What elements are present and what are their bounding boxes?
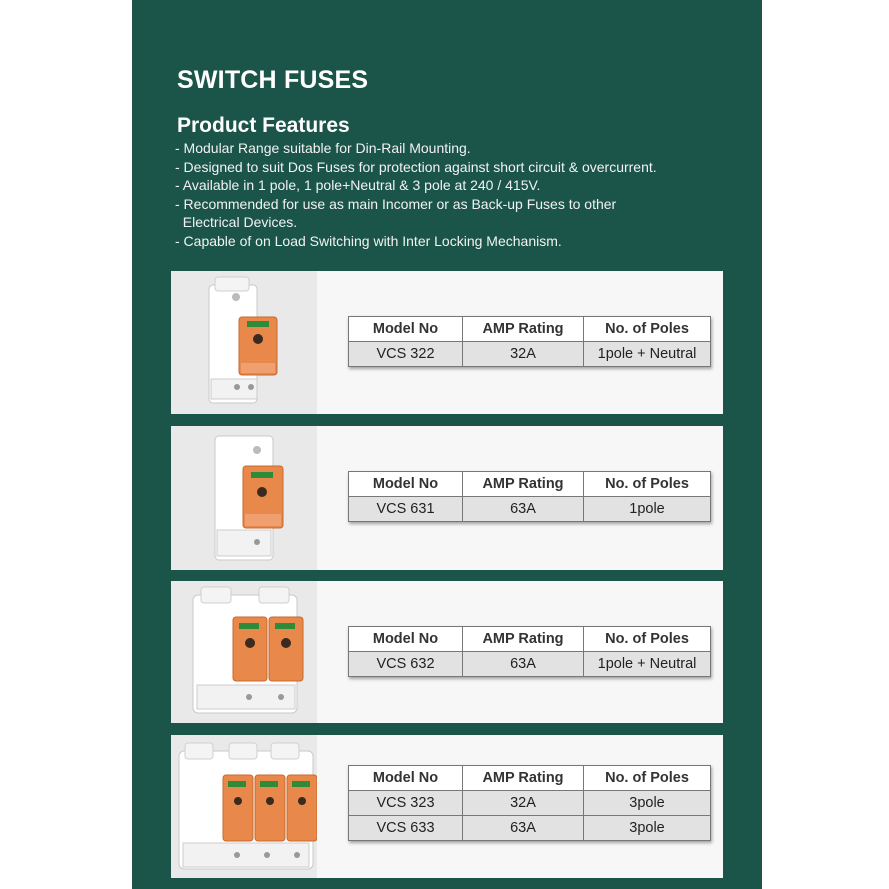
header-amp-rating: AMP Rating — [463, 627, 584, 652]
feature-item: Electrical Devices. — [175, 214, 298, 230]
product-table — [348, 626, 711, 677]
amp-cell: 63A — [463, 497, 584, 522]
feature-item: - Modular Range suitable for Din-Rail Mounting. — [175, 140, 471, 156]
model-cell: VCS 632 — [349, 652, 463, 677]
product-photo — [171, 426, 317, 570]
features-list — [175, 139, 735, 250]
poles-cell: 1pole — [584, 497, 711, 522]
table-row — [349, 342, 711, 367]
product-table — [348, 316, 711, 367]
product-table — [348, 471, 711, 522]
model-cell: VCS 631 — [349, 497, 463, 522]
header-model-no: Model No — [349, 627, 463, 652]
poles-cell: 1pole + Neutral — [584, 652, 711, 677]
product-photo — [171, 735, 317, 878]
amp-cell: 32A — [463, 342, 584, 367]
header-no-of-poles: No. of Poles — [584, 627, 711, 652]
model-cell: VCS 323 — [349, 791, 463, 816]
product-photo — [171, 581, 317, 723]
header-no-of-poles: No. of Poles — [584, 766, 711, 791]
product-table — [348, 765, 711, 841]
header-no-of-poles: No. of Poles — [584, 317, 711, 342]
poles-cell: 3pole — [584, 816, 711, 841]
product-photo — [171, 271, 317, 414]
feature-item: - Capable of on Load Switching with Inter Locking Mechanism. — [175, 232, 562, 249]
page-title: SWITCH FUSES — [177, 66, 369, 94]
feature-item: - Designed to suit Dos Fuses for protection against short circuit & overcurrent. — [175, 158, 657, 175]
poles-cell: 1pole + Neutral — [584, 342, 711, 367]
header-model-no: Model No — [349, 317, 463, 342]
features-heading: Product Features — [177, 114, 350, 137]
table-row — [349, 497, 711, 522]
amp-cell: 63A — [463, 816, 584, 841]
switch-fuse-1pn-image — [171, 271, 317, 414]
switch-fuse-2pole-image — [171, 581, 317, 723]
header-amp-rating: AMP Rating — [463, 317, 584, 342]
switch-fuse-3pole-image — [171, 735, 317, 878]
header-amp-rating: AMP Rating — [463, 766, 584, 791]
feature-item: - Available in 1 pole, 1 pole+Neutral & 3 pole at 240 / 415V. — [175, 177, 541, 193]
header-model-no: Model No — [349, 472, 463, 497]
model-cell: VCS 322 — [349, 342, 463, 367]
table-row — [349, 816, 711, 841]
product-card-vcs-323-633 — [171, 735, 723, 878]
product-card-vcs-322 — [171, 271, 723, 414]
header-amp-rating: AMP Rating — [463, 472, 584, 497]
product-card-vcs-631 — [171, 426, 723, 570]
amp-cell: 63A — [463, 652, 584, 677]
model-cell: VCS 633 — [349, 816, 463, 841]
product-card-vcs-632 — [171, 581, 723, 723]
header-no-of-poles: No. of Poles — [584, 472, 711, 497]
feature-item: - Recommended for use as main Incomer or as Back-up Fuses to other — [175, 195, 617, 212]
poles-cell: 3pole — [584, 791, 711, 816]
switch-fuse-1p-image — [171, 426, 317, 570]
amp-cell: 32A — [463, 791, 584, 816]
table-row — [349, 652, 711, 677]
table-row — [349, 791, 711, 816]
header-model-no: Model No — [349, 766, 463, 791]
